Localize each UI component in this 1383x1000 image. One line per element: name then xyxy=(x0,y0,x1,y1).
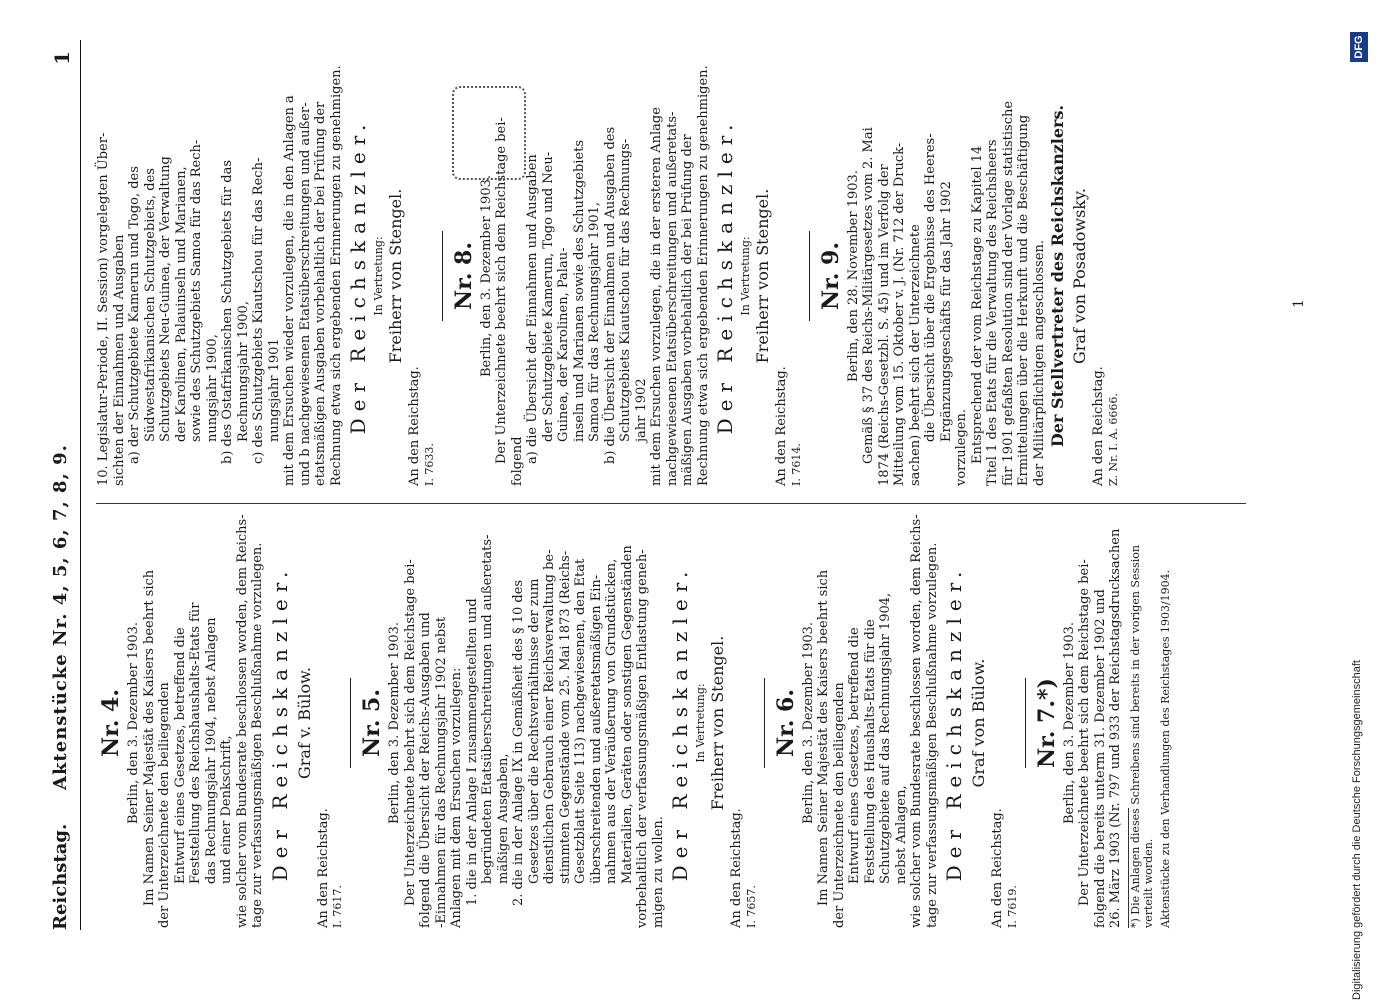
nr9-text: Titel 1 des Etats für die Verwaltung des Reichsheers xyxy=(985,139,1000,486)
nr9-signature-name: Graf von Posadowsky. xyxy=(1070,188,1089,365)
nr6-date: Berlin, den 3. Dezember 1903. xyxy=(800,621,816,825)
nr8-item: b) die Übersicht der Einnahmen und Ausgaben des xyxy=(602,126,618,464)
header-rule xyxy=(80,40,81,930)
cont-signature-name: Freiherr von Stengel. xyxy=(386,188,405,364)
nr4-text: Im Namen Seiner Majestät des Kaisers beehrt sich xyxy=(141,569,157,906)
nr9-text: für 1901 gefaßten Resolution sind der Vorlage statistische xyxy=(1000,100,1016,486)
folio-mark: 1 xyxy=(1291,299,1307,308)
nr5-vertretung: In Vertretung: xyxy=(694,683,707,763)
nr4-reference: I. 7617. xyxy=(331,885,344,928)
nr6-text: Im Namen Seiner Majestät des Kaisers beehrt sich xyxy=(816,569,831,906)
nr5-signature-name: Freiherr von Stengel. xyxy=(708,635,727,811)
cont-signature-title: Der Reichskanzler. xyxy=(346,117,370,435)
cont-item: Südwestafrikanischen Schutzgebiets, des xyxy=(142,168,158,442)
nr5-text: migen zu wollen. xyxy=(650,816,666,928)
nr7-title: Nr. 7.*) xyxy=(1033,678,1060,768)
separator xyxy=(350,678,351,768)
nr5-item: mäßigen Ausgaben, xyxy=(495,753,511,884)
nr5-item: überschreitenden und außeretatsmäßigen Ein- xyxy=(588,574,604,884)
nr5-text: folgend die Übersicht der Reichs-Ausgaben und xyxy=(418,612,433,928)
nr5-date: Berlin, den 3. Dezember 1903. xyxy=(387,621,402,825)
header-center: Aktenstücke Nr. 4, 5, 6, 7, 8, 9. xyxy=(50,444,71,790)
nr6-signature-name: Graf von Bülow. xyxy=(969,658,988,788)
nr9-text: 1874 (Reichs-Gesetzbl. S. 45) und im Verfolg der xyxy=(876,164,892,486)
nr4-bill: und einer Denkschrift, xyxy=(219,735,234,884)
nr8-item: Schutzgebiets Kiautschou für das Rechnungs- xyxy=(618,138,633,442)
separator xyxy=(442,231,443,321)
nr9-reference: Z. Nr. I. A. 6666. xyxy=(1106,393,1120,486)
nr8-title: Nr. 8. xyxy=(450,242,477,310)
digitization-note: Digitalisierung gefördert durch die Deutsche Forschungsgemeinschaft xyxy=(1351,660,1363,1000)
footnote: *) Die Anlagen dieses Schreibens sind bereits in der vorigen Session xyxy=(1128,545,1142,928)
nr4-text: wie solcher vom Bundesrate beschlossen worden, dem Reichs- xyxy=(234,514,250,928)
nr6-bill: Schutzgebiete auf das Rechnungsjahr 1904, xyxy=(878,592,893,884)
cont-item: nungsjahr 1901 xyxy=(266,338,282,442)
cont-item: c) des Schutzgebiets Kiautschou für das Rech- xyxy=(251,157,266,464)
cont-item: nungsjahr 1900, xyxy=(204,334,220,442)
nr8-signature-title: Der Reichskanzler. xyxy=(713,117,737,435)
nr4-bill: das Rechnungsjahr 1904, nebst Anlagen xyxy=(203,617,219,884)
cont-text: und b nachgewiesenen Etatsüberschreitungen und außer- xyxy=(297,102,313,486)
nr5-item: Gesetzblatt Seite 113) nachgewiesenen, den Etat xyxy=(573,558,588,884)
header-left: Reichstag. xyxy=(50,823,71,930)
nr8-text: nachgewiesenen Etatsüberschreitungen und außeretats- xyxy=(664,111,680,486)
nr7-text: folgend die bereits unterm 31. Dezember 1902 und xyxy=(1092,589,1108,928)
nr4-address: An den Reichstag. xyxy=(315,808,331,928)
cont-item: Schutzgebiets Neu-Guinea, der Verwaltung xyxy=(158,156,173,442)
nr8-text: Rechnung etwa sich ergebenden Erinnerungen zu genehmigen. xyxy=(695,65,711,486)
nr5-item: nahmen aus der Veräußerung von Grundstücken, xyxy=(604,558,619,884)
cont-item: Rechnungsjahr 1900, xyxy=(235,301,251,442)
nr8-vertretung: In Vertretung: xyxy=(739,236,752,316)
cont-vertretung: In Vertretung: xyxy=(372,236,385,316)
nr5-item: stimmten Gegenstände vom 25. Mai 1873 (Reichs- xyxy=(557,550,573,884)
nr6-text: tage zur verfassungsmäßigen Beschlußnahme vorzulegen. xyxy=(924,542,940,928)
nr4-title: Nr. 4. xyxy=(98,689,124,757)
nr8-reference: I. 7614. xyxy=(789,443,803,486)
nr7-text: 26. März 1903 (Nr. 797 und 933 der Reichstagsdrucksachen xyxy=(1108,528,1123,928)
nr5-title: Nr. 5. xyxy=(359,689,385,757)
nr8-text: mäßigen Ausgaben vorbehaltlich der bei Prüfung der xyxy=(680,134,695,486)
nr9-text: sachen) beehrt sich der Unterzeichnete xyxy=(907,224,923,486)
nr9-text: Entsprechend der vom Reichstage zu Kapitel 14 xyxy=(969,145,985,464)
cont-item: b) des Ostafrikanischen Schutzgebiets für das xyxy=(220,159,235,464)
cont-item: a) der Schutzgebiete Kamerun und Togo, des xyxy=(127,166,142,464)
nr8-address: An den Reichstag. xyxy=(774,366,789,486)
nr5-address: An den Reichstag. xyxy=(729,808,744,928)
nr8-item: Guinea, der Karolinen, Palau- xyxy=(556,247,571,442)
nr6-signature-title: Der Reichskanzler. xyxy=(942,564,966,882)
nr9-text: der Militärpflichtigen angeschlossen. xyxy=(1031,239,1047,486)
footnote: verteilt worden. xyxy=(1141,838,1155,928)
nr5-item: Gesetzes über die Rechtsverhältnisse der zum xyxy=(526,578,542,884)
nr8-item: a) die Übersicht der Einnahmen und Ausgaben xyxy=(525,154,540,464)
nr5-item: dienstlichen Gebrauch einer Reichsverwaltung be- xyxy=(542,549,557,884)
nr6-text: wie solcher vom Bundesrate beschlossen worden, dem Reichs- xyxy=(909,514,924,928)
nr5-text: -Einnahmen für das Rechnungsjahr 1902 nebst xyxy=(433,616,449,928)
nr5-reference: I. 7657. xyxy=(744,885,758,928)
nr7-text: Der Unterzeichnete beehrt sich dem Reichstage bei- xyxy=(1077,559,1092,906)
bottom-imprint: Aktenstücke zu den Verhandlungen des Reichstages 1903/1904. xyxy=(1158,569,1172,928)
cont-item: sowie des Schutzgebiets Samoa für das Rech- xyxy=(189,139,204,442)
nr9-subject: Ergänzungsgeschäfts für das Jahr 1902 xyxy=(938,181,954,442)
nr6-title: Nr. 6. xyxy=(772,689,799,757)
page-number: 1 xyxy=(50,51,74,65)
nr8-text: mit dem Ersuchen vorzulegen, die in der ersteren Anlage xyxy=(649,107,664,486)
nr9-signature-title: Der Stellvertreter des Reichskanzlers. xyxy=(1048,104,1067,448)
nr9-subject: die Übersicht über die Ergebnisse des Heeres- xyxy=(923,133,938,442)
cont-address: An den Reichstag. xyxy=(407,366,422,486)
nr5-signature-title: Der Reichskanzler. xyxy=(668,564,692,882)
nr5-item: Materialien, Geräten oder sonstigen Gegenständen xyxy=(619,545,635,884)
separator xyxy=(809,231,810,321)
cont-text: etatsmäßigen Ausgaben vorbehaltlich der bei Prüfung der xyxy=(313,101,328,486)
cont-reference: I. 7633. xyxy=(422,443,436,486)
cont-text: 10. Legislatur-Periode, II. Session) vorgelegten Über- xyxy=(96,132,111,486)
cont-item: der Karolinen, Palauinseln und Marianen, xyxy=(173,166,189,442)
nr6-reference: I. 7619. xyxy=(1005,885,1019,928)
nr6-bill: Feststellung des Haushalts-Etats für die xyxy=(862,619,878,884)
nr9-text: Mitteilung vom 15. Oktober v. J. (Nr. 712 der Druck- xyxy=(892,142,907,486)
nr8-text: Der Unterzeichnete beehrt sich dem Reichstage bei- xyxy=(494,117,509,464)
separator xyxy=(764,678,765,768)
nr4-date: Berlin, den 3. Dezember 1903. xyxy=(126,621,141,825)
nr9-text: Ermittelungen über die Herkunft und die Beschäftigung xyxy=(1016,114,1031,486)
library-stamp xyxy=(452,86,526,180)
nr4-text: der Unterzeichnete den beiliegenden xyxy=(157,682,172,928)
nr6-bill: Entwurf eines Gesetzes, betreffend die xyxy=(847,627,862,884)
nr5-item: 1. die in der Anlage I zusammengestellten und xyxy=(464,598,480,906)
nr5-item: begründeten Etatsüberschreitungen und außeretats- xyxy=(480,534,495,884)
cont-text: sichten der Einnahmen und Ausgaben xyxy=(111,234,127,486)
cont-text: mit dem Ersuchen wieder vorzulegen, die in den Anlagen a xyxy=(282,95,297,486)
nr4-text: tage zur verfassungsmäßigen Beschlußnahme vorzulegen. xyxy=(250,542,265,928)
nr8-item: inseln und Marianen sowie des Schutzgebiets xyxy=(571,139,587,442)
nr4-bill: Entwurf eines Gesetzes, betreffend die xyxy=(172,627,188,884)
column-divider xyxy=(96,503,1246,504)
nr5-text: Anlagen mit dem Ersuchen vorzulegen: xyxy=(449,667,464,928)
nr9-address: An den Reichstag. xyxy=(1091,366,1106,486)
nr9-text: vorzulegen. xyxy=(954,409,969,486)
nr7-date: Berlin, den 3. Dezember 1903. xyxy=(1061,621,1077,825)
nr8-text: folgend xyxy=(509,436,525,486)
left-column xyxy=(96,514,1172,928)
nr6-address: An den Reichstag. xyxy=(990,808,1005,928)
nr8-item: Samoa für das Rechnungsjahr 1901, xyxy=(587,201,602,442)
dfg-logo: DFG xyxy=(1350,32,1368,62)
nr5-text: Der Unterzeichnete beehrt sich dem Reichstage bei- xyxy=(402,559,418,906)
nr8-signature-name: Freiherr von Stengel. xyxy=(753,188,772,364)
nr9-title: Nr. 9. xyxy=(817,242,844,310)
nr4-signature-title: Der Reichskanzler. xyxy=(267,564,292,882)
separator xyxy=(1025,678,1026,768)
nr8-date: Berlin, den 3. Dezember 1903. xyxy=(478,174,494,378)
nr9-text: Gemäß § 37 des Reichs-Militärgesetzes vom 2. Mai xyxy=(861,127,876,464)
right-column xyxy=(96,66,1120,486)
nr6-bill: nebst Anlagen, xyxy=(893,785,909,884)
nr8-item: jahr 1902 xyxy=(633,378,649,442)
cont-text: Rechnung etwa sich ergebenden Erinnerungen zu genehmigen. xyxy=(328,65,344,486)
nr5-text: vorbehaltlich der verfassungsmäßigen Entlastung geneh- xyxy=(635,549,650,928)
nr9-date: Berlin, den 28. November 1903. xyxy=(845,170,861,382)
nr4-bill: Feststellung des Reichshaushalts-Etats für xyxy=(188,602,203,884)
nr4-signature-name: Graf v. Bülow. xyxy=(294,667,314,779)
nr8-item: der Schutzgebiete Kamerun, Togo und Neu- xyxy=(540,151,556,442)
nr6-text: der Unterzeichnete den beiliegenden xyxy=(831,682,847,928)
nr5-item: 2. die in der Anlage IX in Gemäßheit des § 10 des xyxy=(511,579,526,906)
